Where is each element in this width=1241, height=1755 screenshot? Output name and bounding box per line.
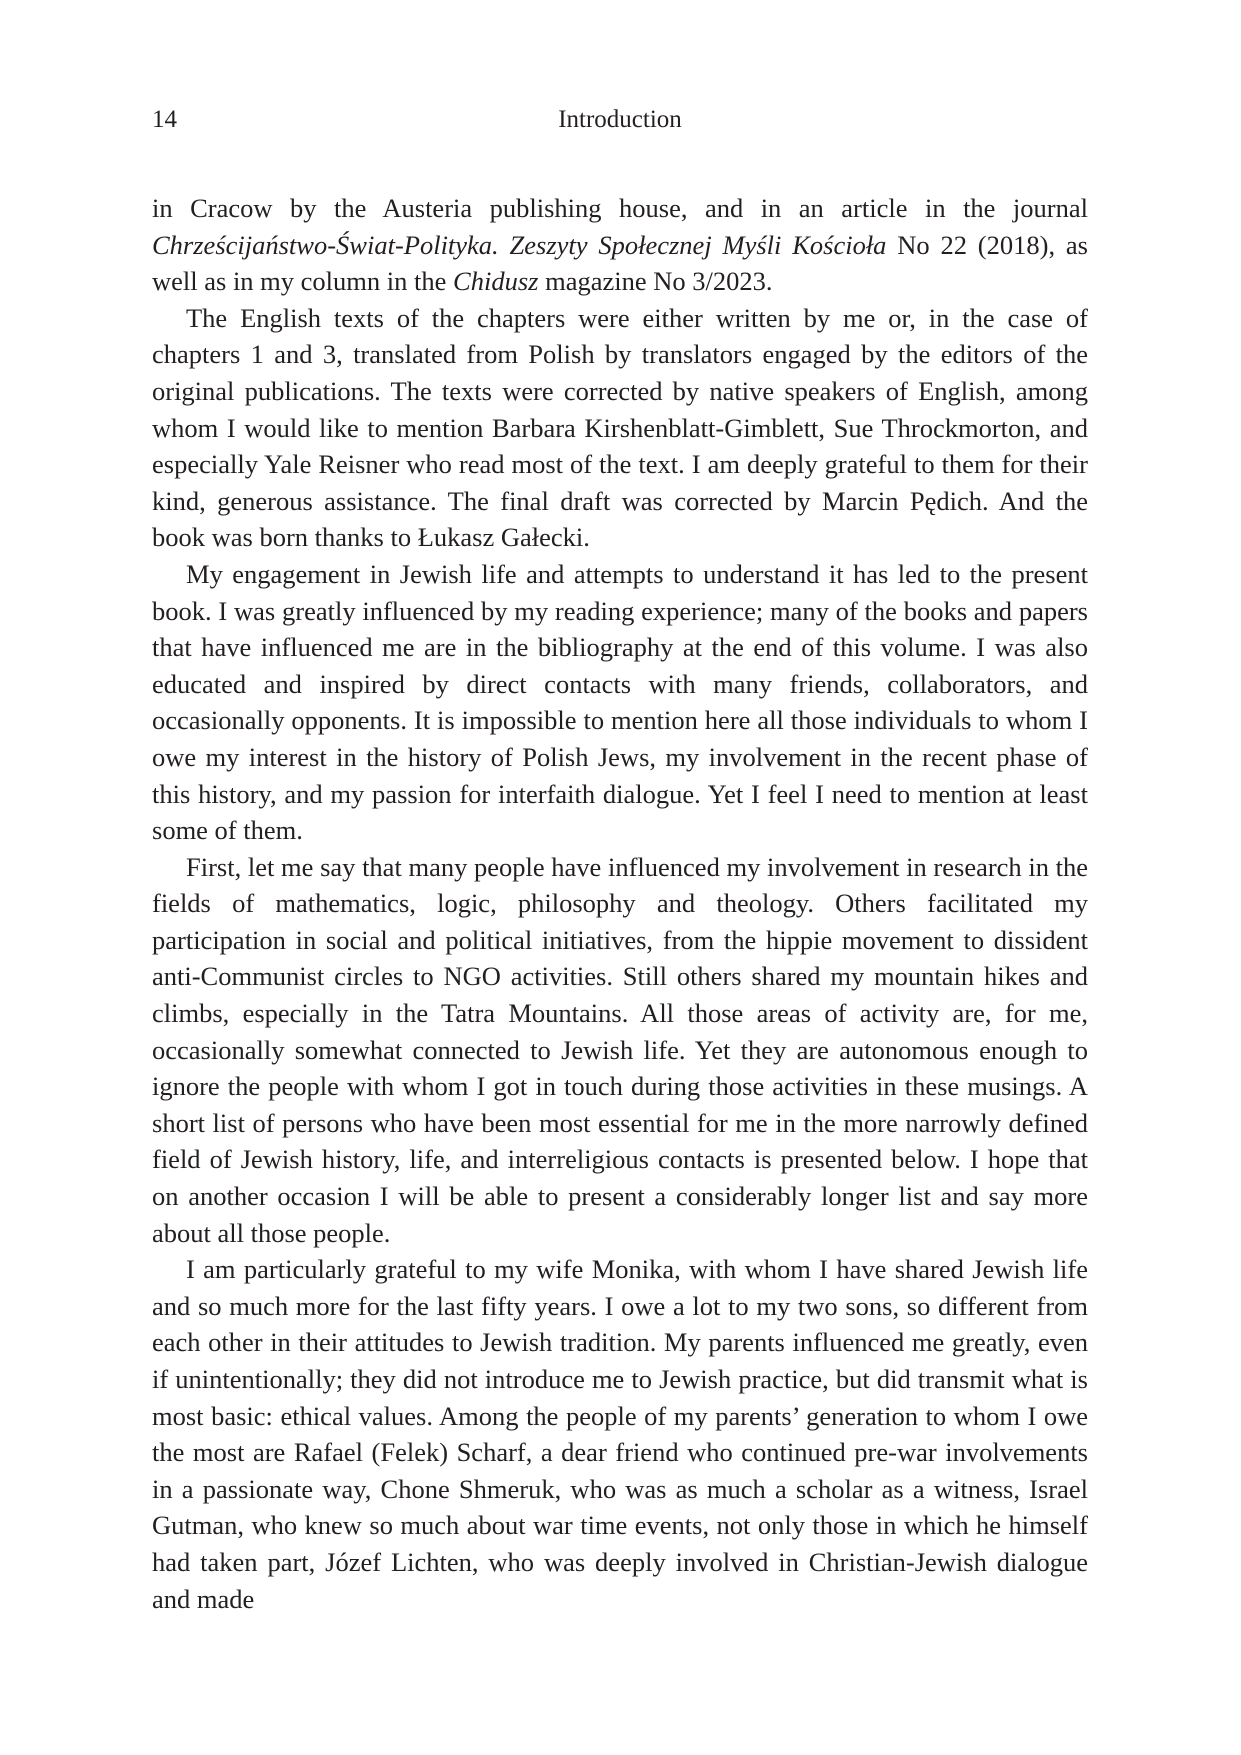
paragraph-1-text-3: magazine No 3/2023. — [538, 266, 773, 297]
journal-title: Chrześcijaństwo-Świat-Polityka. Zeszyty Społecznej Myśli Kościoła — [152, 229, 887, 260]
paragraph-1 — [152, 190, 1088, 300]
paragraph-1-text-1: in Cracow by the Austeria publishing house, and in an article in the journal — [152, 193, 1088, 223]
paragraph-3-text: My engagement in Jewish life and attempts to understand it has led to the present book. I was greatly influenced by my reading experience; many of the books and papers that have influenced me are in the bibliography at the end of this volume. I was also educated and inspired by direct contacts with many friends, collaborators, and occasionally opponents. It is impossible to mention here all those individuals to whom I owe my interest in the history of Polish Jews, my involvement in the recent phase of this history, and my passion for interfaith dialogue. Yet I feel I need to mention at least some of them. — [152, 558, 1088, 846]
paragraph-5 — [152, 1251, 1088, 1617]
book-page — [152, 100, 1088, 1617]
running-title: Introduction — [558, 106, 682, 133]
paragraph-4 — [152, 849, 1088, 1252]
paragraph-2-text: The English texts of the chapters were either written by me or, in the case of chapters 1 and 3, translated from Polish by translators engaged by the editors of the original publications. The texts were corrected by native speakers of English, among whom I would like to mention Barbara Kirshenblatt-Gimblett, Sue Throckmorton, and especially Yale Reisner who read most of the text. I am deeply grateful to them for their kind, generous assistance. The final draft was corrected by Marcin Pędich. And the book was born thanks to Łukasz Gałecki. — [152, 302, 1088, 553]
paragraph-2 — [152, 300, 1088, 556]
body-text — [152, 190, 1088, 1617]
page-number: 14 — [152, 106, 177, 133]
paragraph-5-text: I am particularly grateful to my wife Monika, with whom I have shared Jewish life and so much more for the last fifty years. I owe a lot to my two sons, so different from each other in their attitudes to Jewish tradition. My parents influenced me greatly, even if unintentionally; they did not introduce me to Jewish practice, but did transmit what is most basic: ethical values. Among the people of my parents’ generation to whom I owe the most are Rafael (Felek) Scharf, a dear friend who continued pre-war involvements in a passionate way, Chone Shmeruk, who was as much a scholar as a witness, Israel Gutman, who knew so much about war time events, not only those in which he himself had taken part, Józef Lichten, who was deeply involved in Christian-Jewish dialogue and made — [152, 1254, 1088, 1614]
running-head — [152, 100, 1088, 140]
paragraph-3 — [152, 556, 1088, 849]
paragraph-4-text: First, let me say that many people have influenced my involvement in research in the fields of mathematics, logic, philosophy and theology. Others facilitated my participation in social and political initiatives, from the hippie movement to dissident anti-Communist circles to NGO activities. Still others shared my mountain hikes and climbs, especially in the Tatra Mountains. All those areas of activity are, for me, occasionally somewhat connected to Jewish life. Yet they are autonomous enough to ignore the people with whom I got in touch during those activities in these musings. A short list of persons who have been most essential for me in the more narrowly defined field of Jewish history, life, and interreligious contacts is presented below. I hope that on another occasion I will be able to present a considerably longer list and say more about all those people. — [152, 851, 1088, 1248]
paragraph-1-text-2: No 22 (2018), as well as in my column in the — [152, 229, 1088, 297]
magazine-title: Chidusz — [453, 266, 539, 297]
